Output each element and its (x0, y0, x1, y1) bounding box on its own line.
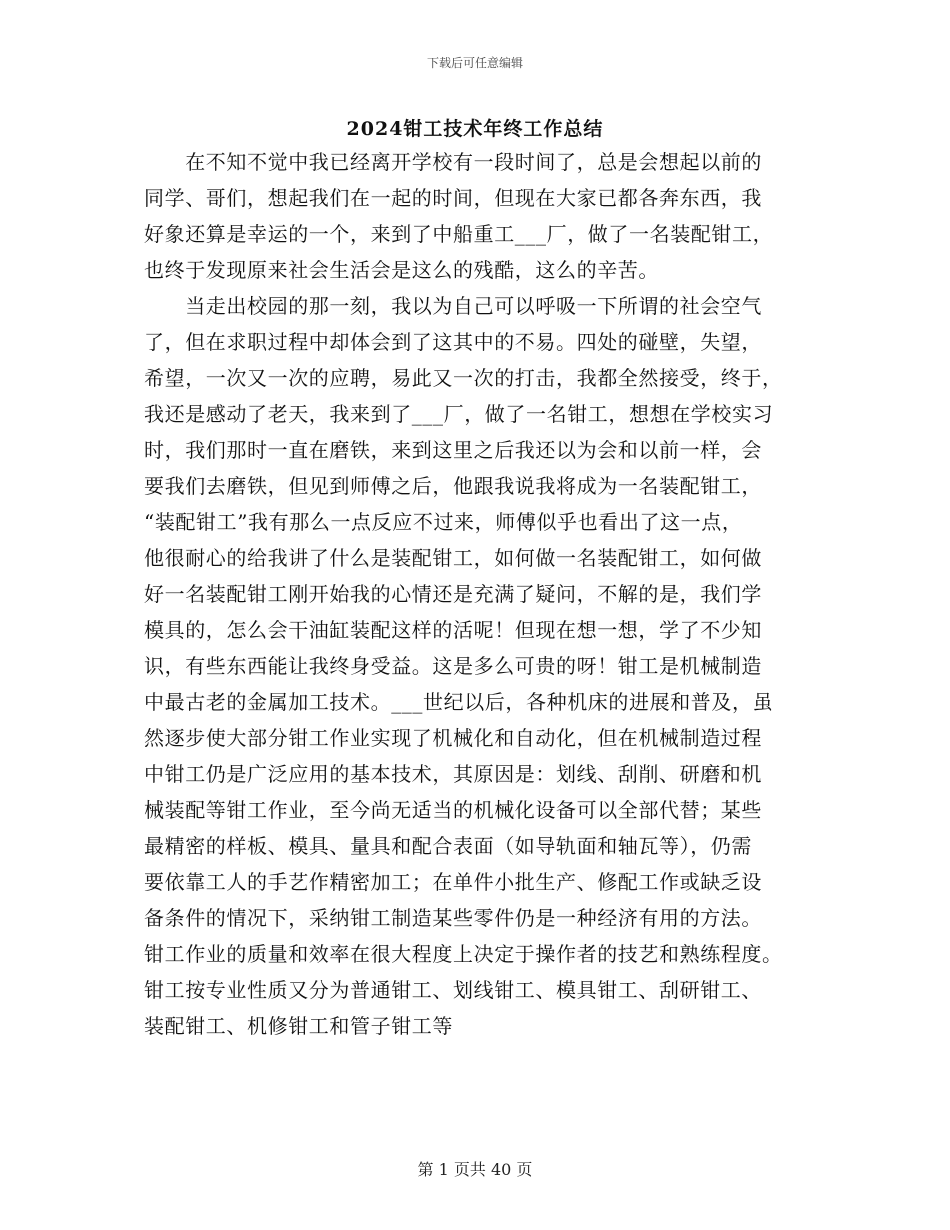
body-line: 好象还算是幸运的一个，来到了中船重工___厂，做了一名装配钳工， (144, 222, 774, 246)
body-line: 然逐步使大部分钳工作业实现了机械化和自动化，但在机械制造过程 (144, 726, 762, 750)
body-line: 备条件的情况下，采纳钳工制造某些零件仍是一种经济有用的方法。 (144, 906, 762, 930)
body-line: 钳工作业的质量和效率在很大程度上决定于操作者的技艺和熟练程度。 (144, 942, 783, 966)
body-line: 钳工按专业性质又分为普通钳工、划线钳工、模具钳工、刮研钳工、 (144, 978, 762, 1002)
document-title: 2024钳工技术年终工作总结 (346, 118, 604, 140)
body-line: 他很耐心的给我讲了什么是装配钳工，如何做一名装配钳工，如何做 (144, 546, 762, 570)
body-line: 装配钳工、机修钳工和管子钳工等 (144, 1014, 453, 1038)
body-line: 时，我们那时一直在磨铁，来到这里之后我还以为会和以前一样，会 (144, 438, 762, 462)
body-line: 械装配等钳工作业，至今尚无适当的机械化设备可以全部代替；某些 (144, 798, 762, 822)
page-header: 下载后可任意编辑 (426, 56, 523, 70)
body-line: 中最古老的金属加工技术。___世纪以后，各种机床的进展和普及，虽 (144, 690, 774, 714)
body-line: 识，有些东西能让我终身受益。这是多么可贵的呀！钳工是机械制造 (144, 654, 762, 678)
body-line: “装配钳工”我有那么一点反应不过来，师傅似乎也看出了这一点， (144, 510, 743, 534)
page-footer: 第 1 页共 40 页 (417, 1160, 533, 1179)
body-line: 要我们去磨铁，但见到师傅之后，他跟我说我将成为一名装配钳工， (144, 474, 762, 498)
body-line: 最精密的样板、模具、量具和配合表面（如导轨面和轴瓦等），仍需 (144, 834, 752, 858)
body-line: 在不知不觉中我已经离开学校有一段时间了，总是会想起以前的 (144, 150, 762, 174)
body-line: 希望，一次又一次的应聘，易此又一次的打击，我都全然接受，终于， (144, 366, 783, 390)
body-line: 同学、哥们，想起我们在一起的时间，但现在大家已都各奔东西，我 (144, 186, 762, 210)
body-line: 中钳工仍是广泛应用的基本技术，其原因是：划线、刮削、研磨和机 (144, 762, 762, 786)
document-body (144, 144, 816, 1044)
body-line: 也终于发现原来社会生活会是这么的残酷，这么的辛苦。 (144, 258, 659, 282)
body-line: 我还是感动了老天，我来到了___厂，做了一名钳工，想想在学校实习 (144, 402, 774, 426)
body-line: 了，但在求职过程中却体会到了这其中的不易。四处的碰壁，失望， (144, 330, 762, 354)
body-line: 模具的，怎么会干油缸装配这样的活呢！但现在想一想，学了不少知 (144, 618, 762, 642)
body-line: 要依靠工人的手艺作精密加工；在单件小批生产、修配工作或缺乏设 (144, 870, 762, 894)
body-line: 当走出校园的那一刻，我以为自己可以呼吸一下所谓的社会空气 (144, 294, 762, 318)
body-line: 好一名装配钳工刚开始我的心情还是充满了疑问，不解的是，我们学 (144, 582, 762, 606)
